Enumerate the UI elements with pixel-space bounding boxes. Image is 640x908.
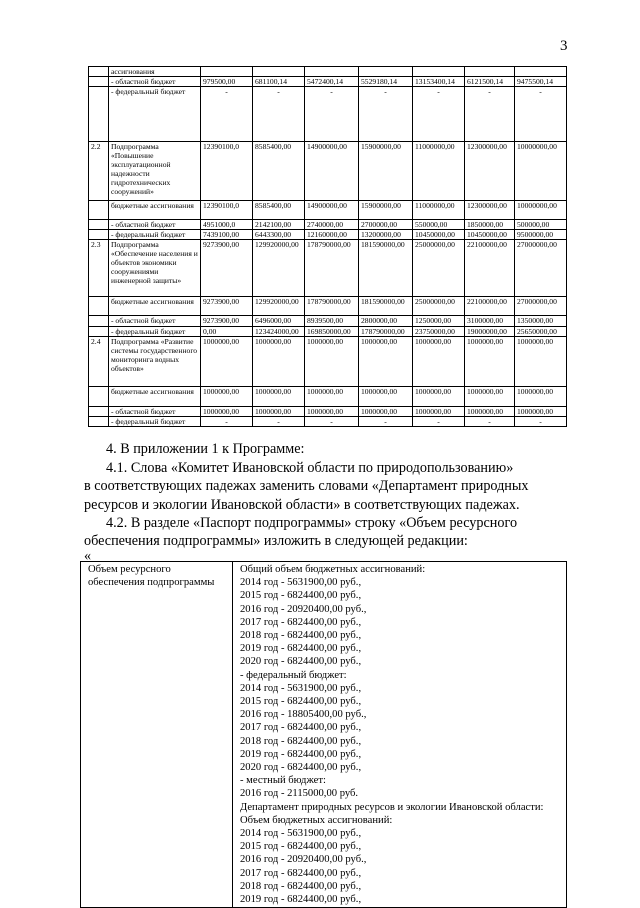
table-row (89, 316, 567, 327)
value-cell: 14900000,00 (305, 142, 359, 201)
value-cell: 25000000,00 (413, 297, 465, 316)
value-cell: 12390100,0 (201, 201, 253, 220)
value-cell: 9273900,00 (201, 240, 253, 297)
value-cell: - (465, 87, 515, 142)
value-cell: 3100000,00 (465, 316, 515, 327)
value-cell: 1000000,00 (465, 407, 515, 417)
value-cell: 129920000,00 (253, 240, 305, 297)
row-label: бюджетные ассигнования (109, 297, 201, 316)
value-cell: 1000000,00 (359, 337, 413, 387)
table-row (89, 337, 567, 387)
table-row (89, 240, 567, 297)
table-row (89, 201, 567, 220)
value-cell: 1000000,00 (465, 387, 515, 407)
paragraph-4-2-line-2: обеспечения подпрограммы» изложить в следующей редакции: (84, 533, 468, 549)
row-number (89, 67, 109, 77)
row-label: - федеральный бюджет (109, 230, 201, 240)
value-cell: 2740000,00 (305, 220, 359, 230)
resource-line: 2019 год - 6824400,00 руб., (240, 894, 362, 906)
resource-line: 2020 год - 6824400,00 руб., (240, 762, 362, 774)
resource-label-line-2: обеспечения подпрограммы (88, 577, 215, 589)
value-cell: 15900000,00 (359, 201, 413, 220)
value-cell: 5529180,14 (359, 77, 413, 87)
value-cell: 178790000,00 (305, 240, 359, 297)
value-cell: 1000000,00 (305, 407, 359, 417)
value-cell: 1850000,00 (465, 220, 515, 230)
row-number (89, 316, 109, 327)
value-cell: 2700000,00 (359, 220, 413, 230)
resource-line: Общий объем бюджетных ассигнований: (240, 564, 426, 575)
value-cell: - (515, 417, 567, 427)
resource-line: 2016 год - 2115000,00 руб. (240, 788, 359, 800)
value-cell: - (465, 417, 515, 427)
budget-table (88, 66, 567, 427)
table-row (89, 297, 567, 316)
value-cell: 8939500,00 (305, 316, 359, 327)
resource-line: Объем бюджетных ассигнований: (240, 814, 393, 826)
value-cell: - (515, 87, 567, 142)
value-cell: 129920000,00 (253, 297, 305, 316)
value-cell: 1000000,00 (253, 407, 305, 417)
resource-line: 2016 год - 20920400,00 руб., (240, 603, 367, 615)
resource-line: 2014 год - 5631900,00 руб., (240, 682, 362, 694)
value-cell: 1000000,00 (359, 407, 413, 417)
value-cell: 1000000,00 (359, 387, 413, 407)
resource-line: - местный бюджет: (240, 775, 326, 787)
budget-table-body (89, 67, 567, 427)
resource-line: 2017 год - 6824400,00 руб., (240, 722, 362, 734)
value-cell: 1000000,00 (201, 387, 253, 407)
value-cell: 1000000,00 (515, 387, 567, 407)
table-row (89, 142, 567, 201)
row-number (89, 327, 109, 337)
value-cell: 6121500,14 (465, 77, 515, 87)
resource-line: 2017 год - 6824400,00 руб., (240, 867, 362, 879)
value-cell: 12300000,00 (465, 201, 515, 220)
value-cell: - (305, 87, 359, 142)
page-number: 3 (560, 38, 568, 54)
value-cell: 11000000,00 (413, 201, 465, 220)
row-number (89, 87, 109, 142)
value-cell: 1000000,00 (201, 407, 253, 417)
resource-label-line-1: Объем ресурсного (88, 564, 171, 575)
row-label: - федеральный бюджет (109, 417, 201, 427)
value-cell: 12300000,00 (465, 142, 515, 201)
value-cell: 1000000,00 (305, 387, 359, 407)
resource-line: 2016 год - 18805400,00 руб., (240, 709, 367, 721)
opening-quote: « (84, 548, 92, 564)
value-cell: - (413, 417, 465, 427)
resource-line: 2017 год - 6824400,00 руб., (240, 616, 362, 628)
row-number (89, 407, 109, 417)
value-cell (305, 67, 359, 77)
value-cell (515, 67, 567, 77)
value-cell: 1000000,00 (253, 337, 305, 387)
resource-table (80, 561, 567, 908)
value-cell: 27000000,00 (515, 240, 567, 297)
value-cell: 13153400,14 (413, 77, 465, 87)
row-label: - областной бюджет (109, 220, 201, 230)
value-cell: 19000000,00 (465, 327, 515, 337)
row-number: 2.3 (89, 240, 109, 297)
value-cell: 1000000,00 (253, 387, 305, 407)
value-cell (413, 67, 465, 77)
resource-line: 2019 год - 6824400,00 руб., (240, 643, 362, 655)
row-number: 2.2 (89, 142, 109, 201)
value-cell: 979500,00 (201, 77, 253, 87)
row-label: - федеральный бюджет (109, 87, 201, 142)
value-cell: - (253, 417, 305, 427)
value-cell: - (201, 417, 253, 427)
resource-line: 2014 год - 5631900,00 руб., (240, 577, 362, 589)
resource-label-cell (81, 562, 233, 908)
value-cell: 6443300,00 (253, 230, 305, 240)
row-number (89, 417, 109, 427)
paragraph-4-1-line-3: ресурсов и экологии Ивановской области» в соответствующих падежах. (84, 497, 520, 513)
row-number (89, 220, 109, 230)
value-cell: 1000000,00 (515, 407, 567, 417)
resource-line: 2014 год - 5631900,00 руб., (240, 828, 362, 840)
value-cell: 2142100,00 (253, 220, 305, 230)
row-label: бюджетные ассигнования (109, 387, 201, 407)
value-cell: 23750000,00 (413, 327, 465, 337)
value-cell: 10450000,00 (413, 230, 465, 240)
value-cell: 9500000,00 (515, 230, 567, 240)
value-cell: 12160000,00 (305, 230, 359, 240)
value-cell: - (413, 87, 465, 142)
row-label: Подпрограмма «Развитие системы государственного мониторинга водных объектов» (109, 337, 201, 387)
value-cell: 1000000,00 (413, 387, 465, 407)
value-cell: 1000000,00 (413, 407, 465, 417)
value-cell: 169850000,00 (305, 327, 359, 337)
table-row (89, 387, 567, 407)
value-cell: 12390100,0 (201, 142, 253, 201)
value-cell: 27000000,00 (515, 297, 567, 316)
value-cell: 181590000,00 (359, 240, 413, 297)
value-cell: 7439100,00 (201, 230, 253, 240)
value-cell: 6496000,00 (253, 316, 305, 327)
resource-line: 2016 год - 20920400,00 руб., (240, 854, 367, 866)
value-cell: 15900000,00 (359, 142, 413, 201)
row-number: 2.4 (89, 337, 109, 387)
table-row (89, 230, 567, 240)
value-cell: - (359, 417, 413, 427)
value-cell: 550000,00 (413, 220, 465, 230)
value-cell: 1000000,00 (465, 337, 515, 387)
value-cell: 22100000,00 (465, 297, 515, 316)
row-label: - областной бюджет (109, 77, 201, 87)
paragraph-4-2-line-1: 4.2. В разделе «Паспорт подпрограммы» строку «Объем ресурсного (106, 515, 518, 531)
value-cell: 500000,00 (515, 220, 567, 230)
value-cell: 2800000,00 (359, 316, 413, 327)
resource-line: 2019 год - 6824400,00 руб., (240, 748, 362, 760)
row-label: - федеральный бюджет (109, 327, 201, 337)
value-cell (201, 67, 253, 77)
value-cell: 9475500,14 (515, 77, 567, 87)
table-row (89, 417, 567, 427)
value-cell: 8585400,00 (253, 142, 305, 201)
value-cell (253, 67, 305, 77)
value-cell: - (253, 87, 305, 142)
value-cell: 13200000,00 (359, 230, 413, 240)
row-label: - областной бюджет (109, 407, 201, 417)
resource-line: 2020 год - 6824400,00 руб., (240, 656, 362, 668)
value-cell: 10450000,00 (465, 230, 515, 240)
resource-line: 2015 год - 6824400,00 руб., (240, 841, 362, 853)
value-cell: 181590000,00 (359, 297, 413, 316)
value-cell: 178790000,00 (359, 327, 413, 337)
value-cell: - (359, 87, 413, 142)
value-cell: 1000000,00 (201, 337, 253, 387)
value-cell: 4951000,0 (201, 220, 253, 230)
value-cell: 0,00 (201, 327, 253, 337)
value-cell: - (201, 87, 253, 142)
row-number (89, 387, 109, 407)
resource-values-cell (233, 562, 567, 908)
table-row (89, 67, 567, 77)
row-label: Подпрограмма «Повышение эксплуатационной надежности гидротехнических сооружений» (109, 142, 201, 201)
value-cell: 1350000,00 (515, 316, 567, 327)
value-cell: 25650000,00 (515, 327, 567, 337)
value-cell: 11000000,00 (413, 142, 465, 201)
value-cell: 14900000,00 (305, 201, 359, 220)
row-number (89, 297, 109, 316)
value-cell: 9273900,00 (201, 297, 253, 316)
table-row (89, 87, 567, 142)
table-row (89, 77, 567, 87)
table-row (89, 327, 567, 337)
value-cell: 123424000,00 (253, 327, 305, 337)
paragraph-4-1-line-1: 4.1. Слова «Комитет Ивановской области по природопользованию» (106, 460, 514, 476)
resource-line: 2018 год - 6824400,00 руб., (240, 735, 362, 747)
value-cell: 178790000,00 (305, 297, 359, 316)
value-cell: 25000000,00 (413, 240, 465, 297)
value-cell (359, 67, 413, 77)
row-number (89, 201, 109, 220)
resource-line: - федеральный бюджет: (240, 669, 347, 681)
row-label: ассигнования (109, 67, 201, 77)
value-cell: 9273900,00 (201, 316, 253, 327)
resource-line: 2015 год - 6824400,00 руб., (240, 590, 362, 602)
paragraph-4: 4. В приложении 1 к Программе: (106, 441, 305, 457)
value-cell: 5472400,14 (305, 77, 359, 87)
value-cell (465, 67, 515, 77)
table-row (89, 220, 567, 230)
row-number (89, 77, 109, 87)
row-number (89, 230, 109, 240)
value-cell: - (305, 417, 359, 427)
resource-row (81, 562, 567, 908)
row-label: - областной бюджет (109, 316, 201, 327)
value-cell: 1000000,00 (515, 337, 567, 387)
resource-line: 2018 год - 6824400,00 руб., (240, 880, 362, 892)
value-cell: 10000000,00 (515, 142, 567, 201)
resource-line: Департамент природных ресурсов и экологии Ивановской области: (240, 801, 544, 813)
table-row (89, 407, 567, 417)
resource-line: 2015 год - 6824400,00 руб., (240, 696, 362, 708)
value-cell: 10000000,00 (515, 201, 567, 220)
value-cell: 1250000,00 (413, 316, 465, 327)
row-label: бюджетные ассигнования (109, 201, 201, 220)
value-cell: 681100,14 (253, 77, 305, 87)
value-cell: 8585400,00 (253, 201, 305, 220)
value-cell: 1000000,00 (305, 337, 359, 387)
row-label: Подпрограмма «Обеспечение населения и объектов экономики сооружениями инженерной защиты» (109, 240, 201, 297)
resource-line: 2018 год - 6824400,00 руб., (240, 630, 362, 642)
value-cell: 22100000,00 (465, 240, 515, 297)
value-cell: 1000000,00 (413, 337, 465, 387)
paragraph-4-1-line-2: в соответствующих падежах заменить словами «Департамент природных (84, 478, 529, 494)
